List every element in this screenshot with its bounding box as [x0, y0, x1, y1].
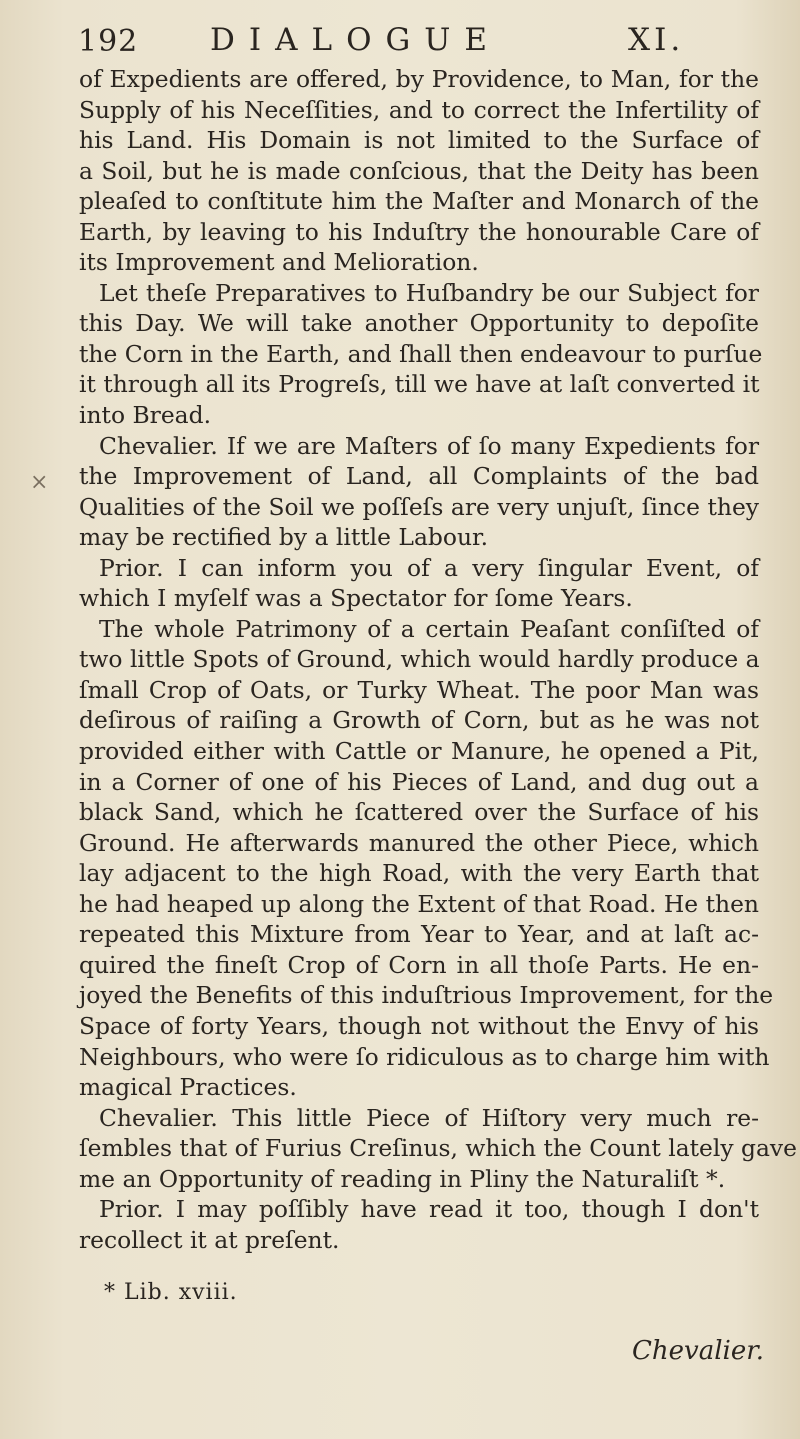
text-line: ſmall Crop of Oats, or Turky Wheat. The poor Man was — [79, 675, 759, 704]
margin-mark: × — [30, 470, 49, 495]
text-line: joyed the Benefits of this induſtrious Improvement, for the — [79, 981, 774, 1010]
text-line: lay adjacent to the high Road, with the very Earth that — [79, 859, 759, 888]
text-line: ſembles that of Furius Creſinus, which the Count lately gave — [79, 1134, 797, 1163]
text-line: two little Spots of Ground, which would hardly produce a — [79, 645, 760, 674]
text-line: the Corn in the Earth, and ſhall then endeavour to purſue — [79, 339, 763, 368]
text-line: a Soil, but he is made conſcious, that the Deity has been — [79, 156, 759, 185]
text-line: Prior. I may poſſibly have read it too, though I don't — [99, 1195, 759, 1224]
text-line: black Sand, which he ſcattered over the Surface of his — [79, 798, 759, 827]
text-line: Neighbours, who were ſo ridiculous as to charge him with — [79, 1042, 770, 1071]
text-line: it through all its Progreſs, till we have at laſt converted it — [79, 370, 760, 399]
text-line: Let theſe Preparatives to Huſbandry be our Subject for — [99, 278, 759, 307]
text-line: Chevalier. This little Piece of Hiſtory very much re- — [99, 1103, 759, 1132]
body-text — [79, 64, 797, 1255]
text-line: recollect it at preſent. — [79, 1225, 340, 1254]
text-line: magical Practices. — [79, 1073, 297, 1102]
text-line: Space of forty Years, though not without the Envy of his — [79, 1011, 759, 1040]
text-line: repeated this Mixture from Year to Year, and at laſt ac- — [79, 920, 759, 949]
text-line: deſirous of raiſing a Growth of Corn, but as he was not — [79, 706, 759, 735]
text-line: which I myſelf was a Spectator for ſome Years. — [79, 584, 633, 613]
text-line: Chevalier. If we are Maſters of ſo many Expedients for — [99, 431, 759, 460]
running-head-title: DIALOGUE — [210, 22, 502, 58]
text-line: he had heaped up along the Extent of that Road. He then — [79, 889, 759, 918]
catchword: Chevalier. — [632, 1336, 765, 1366]
text-line: Supply of his Neceſſities, and to correct the Infertility of — [79, 95, 759, 124]
running-head-chapter: XI. — [628, 22, 685, 58]
footnote: * Lib. xviii. — [104, 1280, 238, 1305]
text-line: the Improvement of Land, all Complaints of the bad — [79, 462, 759, 491]
text-line: me an Opportunity of reading in Pliny the Naturaliſt *. — [79, 1164, 726, 1193]
text-line: Ground. He afterwards manured the other Piece, which — [79, 828, 759, 857]
text-line: quired the fineſt Crop of Corn in all thoſe Parts. He en- — [79, 950, 759, 979]
text-line: Qualities of the Soil we poſſeſs are very unjuſt, ſince they — [79, 492, 759, 521]
text-line: in a Corner of one of his Pieces of Land, and dug out a — [79, 767, 759, 796]
text-line: The whole Patrimony of a certain Peaſant conſiſted of — [99, 614, 759, 643]
text-line: of Expedients are offered, by Providence, to Man, for the — [79, 65, 759, 93]
text-line: into Bread. — [79, 401, 212, 430]
text-line: its Improvement and Melioration. — [79, 248, 479, 277]
page-number: 192 — [78, 24, 139, 59]
text-line: Prior. I can inform you of a very ſingular Event, of — [99, 553, 759, 582]
text-line: this Day. We will take another Opportunity to depoſite — [79, 309, 759, 338]
text-line: Earth, by leaving to his Induſtry the honourable Care of — [79, 217, 759, 246]
text-line: his Land. His Domain is not limited to the Surface of — [79, 126, 759, 155]
text-line: may be rectified by a little Labour. — [79, 523, 489, 552]
text-line: pleaſed to conſtitute him the Maſter and Monarch of the — [79, 187, 759, 216]
running-head — [0, 22, 800, 62]
text-line: provided either with Cattle or Manure, he opened a Pit, — [79, 737, 759, 766]
